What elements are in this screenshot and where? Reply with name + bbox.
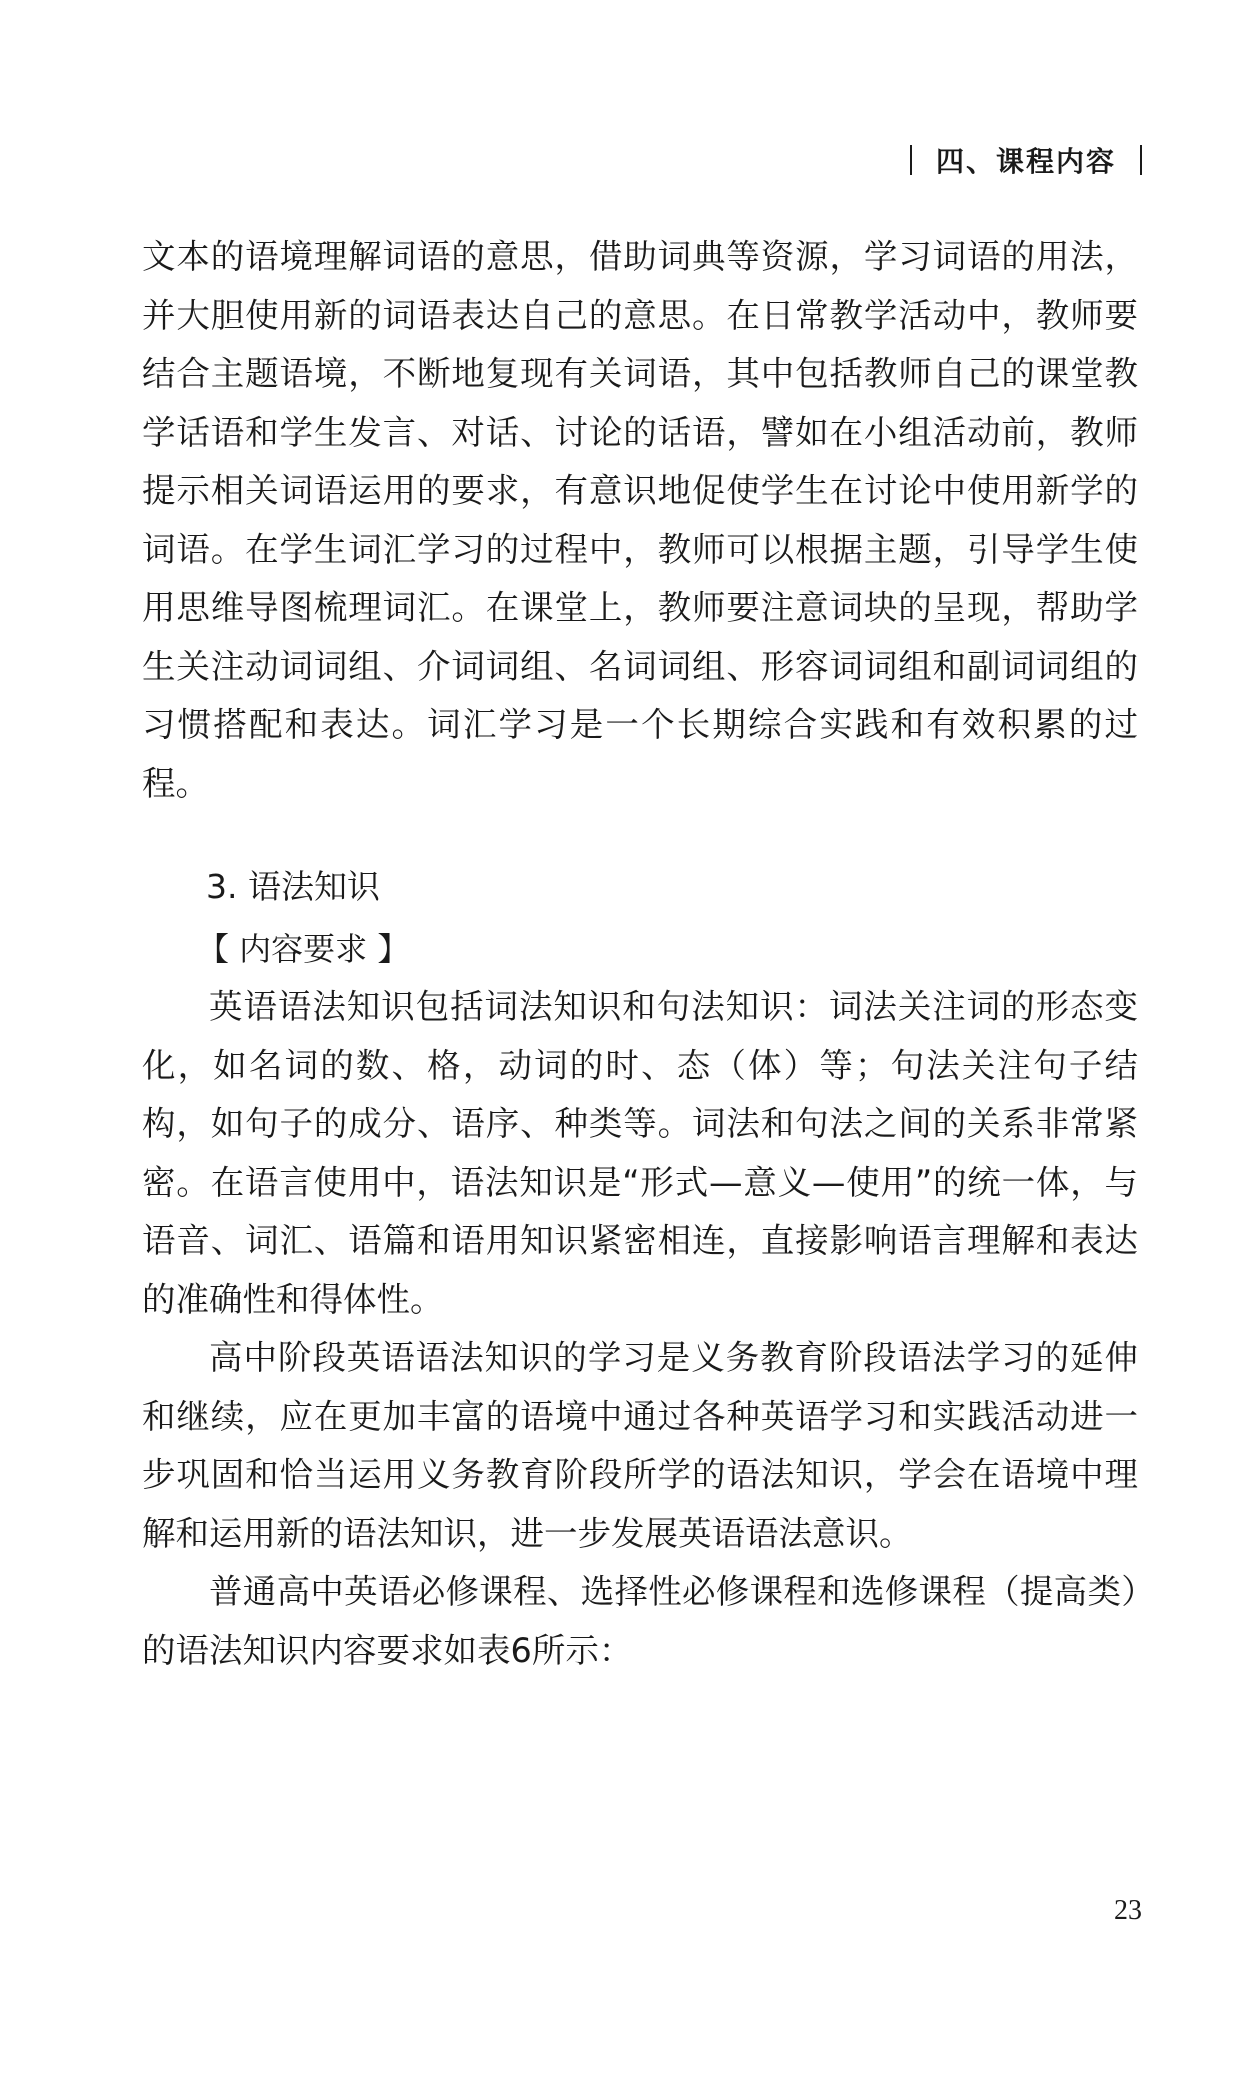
header-left-bar [910,145,912,175]
paragraph-table-reference: 普通高中英语必修课程、选择性必修课程和选修课程（提高类）的语法知识内容要求如表6所示： [142,1572,1138,1670]
page-number: 23 [1114,1895,1142,1926]
header-right-bar [1140,145,1142,175]
paragraph-grammar-definition: 英语语法知识包括词法知识和句法知识：词法关注词的形态变化，如名词的数、格，动词的时、态（体）等；句法关注句子结构，如句子的成分、语序、种类等。词法和句法之间的关系非常紧密。在语言使用中，语法知识是“形式—意义—使用”的统一体，与语音、词汇、语篇和语用知识紧密相连，直接影响语言理解和表达的准确性和得体性。 [142,987,1138,1319]
content-requirement-label: 【 内容要求 】 [197,930,410,968]
section-title-grammar: 3. 语法知识 [206,867,380,906]
paragraph-grammar-learning: 高中阶段英语语法知识的学习是义务教育阶段语法学习的延伸和继续，应在更加丰富的语境中通过各种英语学习和实践活动进一步巩固和恰当运用义务教育阶段所学的语法知识，学会在语境中理解和运用新的语法知识，进一步发展英语语法意识。 [142,1338,1138,1553]
paragraph-vocabulary-continued: 文本的语境理解词语的意思，借助词典等资源，学习词语的用法，并大胆使用新的词语表达自己的意思。在日常教学活动中，教师要结合主题语境，不断地复现有关词语，其中包括教师自己的课堂教学话语和学生发言、对话、讨论的话语，譬如在小组活动前，教师提示相关词语运用的要求，有意识地促使学生在讨论中使用新学的词语。在学生词汇学习的过程中，教师可以根据主题，引导学生使用思维导图梳理词汇。在课堂上，教师要注意词块的呈现，帮助学生关注动词词组、介词词组、名词词组、形容词词组和副词词组的习惯搭配和表达。词汇学习是一个长期综合实践和有效积累的过程。 [142,237,1138,803]
running-title: 四、课程内容 [935,145,1116,178]
page-body [142,228,1138,1680]
running-header [910,140,1142,180]
